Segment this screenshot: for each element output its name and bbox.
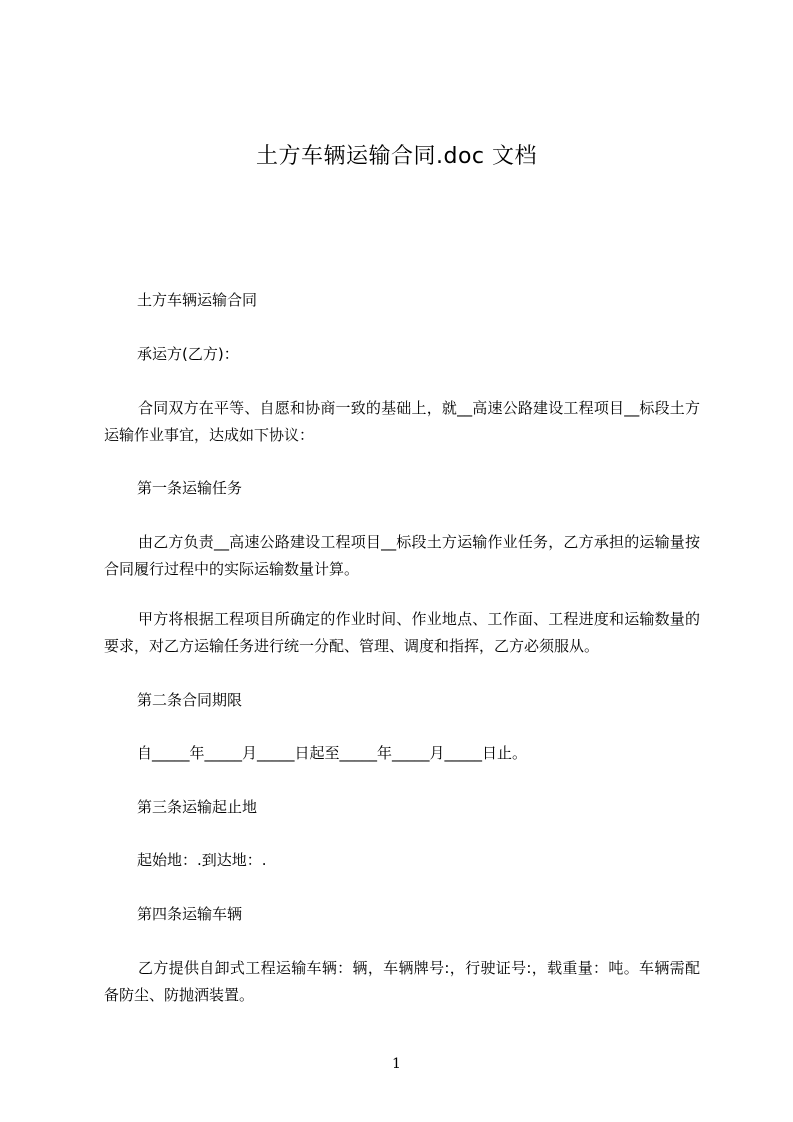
origin-destination-line: 起始地：.到达地：.	[137, 851, 267, 869]
article-1-heading: 第一条运输任务	[137, 479, 243, 497]
preamble-paragraph: 合同双方在平等、自愿和协商一致的基础上，就__高速公路建设工程项目__标段土方运输作业事宜，达成如下协议：	[104, 399, 700, 444]
article-1-paragraph-2: 甲方将根据工程项目所确定的作业时间、作业地点、工作面、工程进度和运输数量的要求，对乙方运输任务进行统一分配、管理、调度和指挥，乙方必须服从。	[104, 610, 700, 655]
article-4-heading: 第四条运输车辆	[137, 905, 243, 923]
page-number: 1	[392, 1056, 401, 1072]
article-1-paragraph-1: 由乙方负责__高速公路建设工程项目__标段土方运输作业任务，乙方承担的运输量按合同履行过程中的实际运输数量计算。	[104, 533, 700, 578]
article-2-heading: 第二条合同期限	[137, 691, 243, 709]
contract-period-line: 自_____年_____月_____日起至_____年_____月_____日止。	[137, 744, 528, 762]
contract-heading: 土方车辆运输合同	[137, 291, 258, 309]
article-4-paragraph: 乙方提供自卸式工程运输车辆：辆，车辆牌号:，行驶证号:，载重量：吨。车辆需配备防尘、防抛洒装置。	[104, 959, 700, 1004]
document-title: 土方车辆运输合同.doc 文档	[255, 144, 537, 169]
article-3-heading: 第三条运输起止地	[137, 798, 258, 816]
carrier-party-line: 承运方(乙方)：	[137, 345, 239, 363]
